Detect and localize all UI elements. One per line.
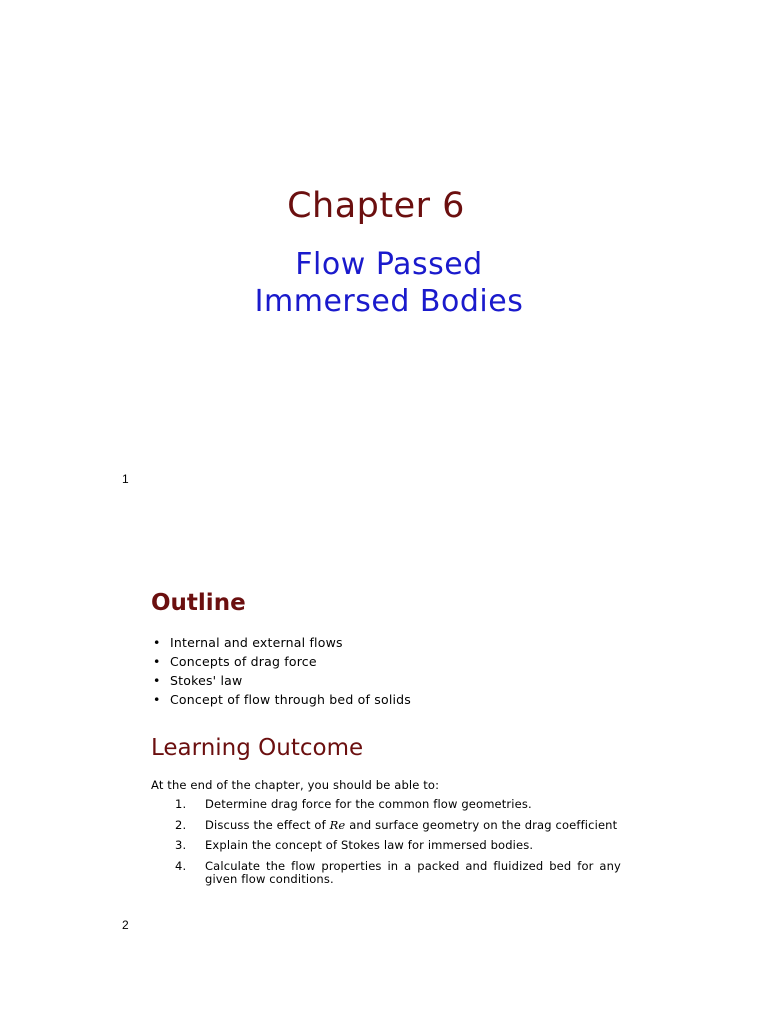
list-item: • Concepts of drag force [153, 654, 317, 669]
bullet-icon: • [153, 692, 161, 707]
subtitle-line-2: Immersed Bodies [254, 284, 524, 319]
list-item: 2. Discuss the effect of Re and surface geometry on the drag coefficient [175, 817, 618, 832]
page-number-2: 2 [122, 918, 129, 932]
bullet-icon: • [153, 654, 161, 669]
list-item: 4. Calculate the flow properties in a packed and fluidized bed for any given flow conditions. [175, 858, 621, 886]
page-number-1: 1 [122, 472, 129, 486]
learning-outcome-heading: Learning Outcome [151, 735, 364, 761]
outline-list [153, 633, 411, 709]
list-item: • Concept of flow through bed of solids [153, 692, 412, 707]
list-item: • Internal and external flows [153, 635, 343, 650]
outline-heading: Outline [151, 590, 246, 616]
chapter-subtitle [0, 246, 768, 320]
subtitle-line-1: Flow Passed [295, 247, 483, 282]
reynolds-symbol: Re [329, 817, 346, 832]
chapter-title: Chapter 6 [287, 186, 465, 226]
list-item: 1. Determine drag force for the common flow geometries. [175, 797, 532, 811]
outcome-list [175, 798, 621, 894]
list-item: • Stokes' law [153, 673, 243, 688]
bullet-icon: • [153, 673, 161, 688]
outcome-intro: At the end of the chapter, you should be able to: [151, 778, 440, 792]
bullet-icon: • [153, 635, 161, 650]
list-item: 3. Explain the concept of Stokes law for immersed bodies. [175, 838, 534, 852]
